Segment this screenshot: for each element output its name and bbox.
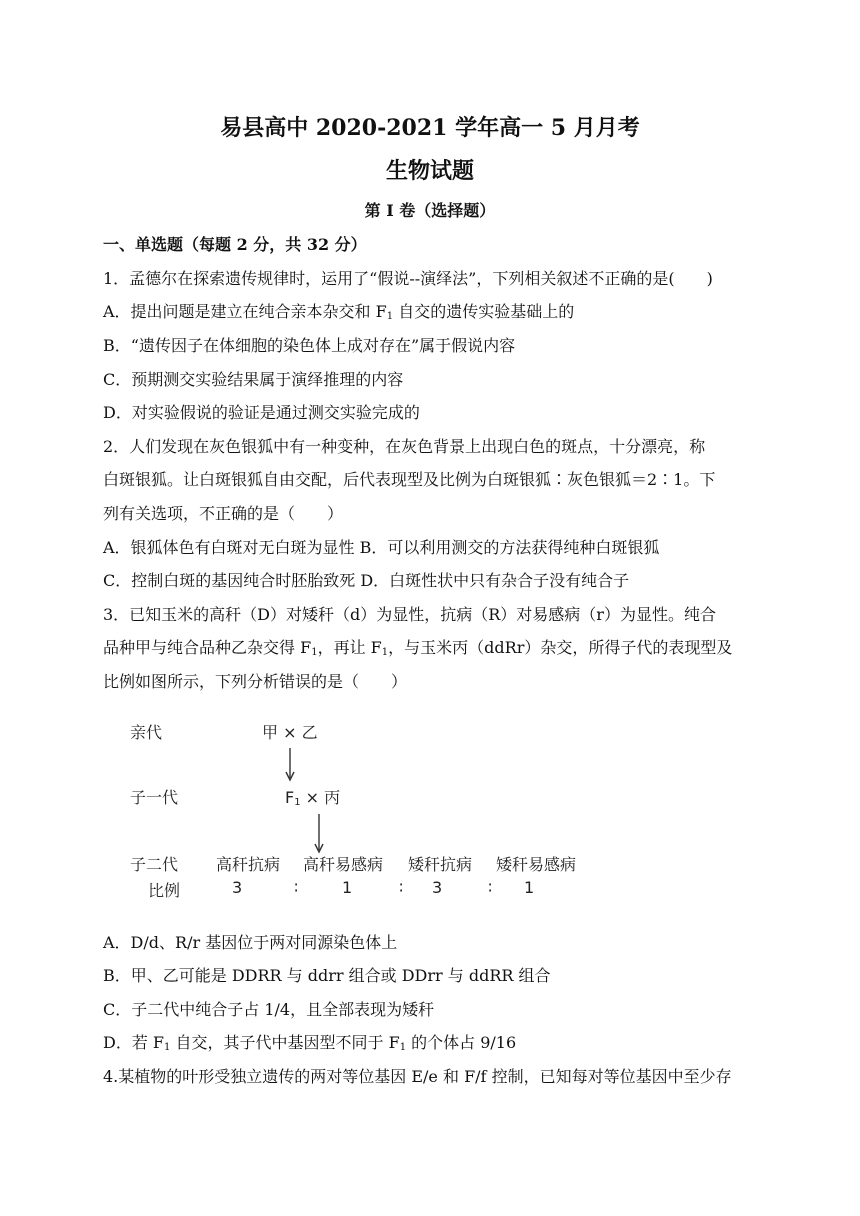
q1-stem: 1．孟德尔在探索遗传规律时，运用了“假说--演绎法”，下列相关叙述不正确的是( ) — [103, 269, 713, 288]
f1-generation-label: 子一代 — [130, 788, 179, 807]
f2-generation-label: 子二代 — [130, 855, 179, 874]
q3-stem-line2: 品种甲与纯合品种乙杂交得 $F_1$，再让 $F_1$，与玉米丙（ddRr）杂交，所得子代的表现型及 — [103, 638, 733, 658]
q2-options-ab: A．银狐体色有白斑对无白斑为显性 B．可以利用测交的方法获得纯种白斑银狐 — [103, 538, 660, 557]
phenotype-tall-susceptible: 高秆易感病 — [303, 855, 384, 874]
exam-subject: 生物试题 — [385, 158, 474, 184]
section-heading: 一、单选题（每题 2 分，共 32 分） — [103, 235, 367, 254]
down-arrow-icon — [313, 814, 325, 854]
ratio-value: 3 — [432, 878, 443, 897]
ratio-separator: ∶ — [399, 878, 404, 897]
parent-cross: 甲 × 乙 — [262, 723, 318, 742]
phenotype-short-resistant: 矮秆抗病 — [408, 855, 473, 874]
q3-option-a: A．D/d、R/r 基因位于两对同源染色体上 — [103, 933, 398, 952]
q3-option-d: D．若 $F_1$ 自交，其子代中基因型不同于 $F_1$ 的个体占 9/16 — [103, 1033, 517, 1053]
parent-generation-label: 亲代 — [130, 723, 163, 742]
q3-option-c: C．子二代中纯合子占 1/4，且全部表现为矮秆 — [103, 1000, 435, 1019]
q4-stem-line1: 4.某植物的叶形受独立遗传的两对等位基因 E/e 和 F/f 控制，已知每对等位基因中至少存 — [103, 1067, 732, 1086]
q2-stem-line1: 2．人们发现在灰色银狐中有一种变种，在灰色背景上出现白色的斑点，十分漂亮，称 — [103, 437, 706, 456]
ratio-value: 3 — [232, 878, 243, 897]
q2-options-cd: C．控制白斑的基因纯合时胚胎致死 D．白斑性状中只有杂合子没有纯合子 — [103, 571, 630, 590]
genetic-cross-diagram — [120, 712, 600, 902]
ratio-separator: ∶ — [294, 878, 299, 897]
q3-option-b: B．甲、乙可能是 DDRR 与 ddrr 组合或 DDrr 与 ddRR 组合 — [103, 966, 551, 985]
q2-stem-line2: 白斑银狐。让白斑银狐自由交配，后代表现型及比例为白斑银狐∶灰色银狐＝2∶1。下 — [103, 470, 716, 489]
q1-option-d: D．对实验假说的验证是通过测交实验完成的 — [103, 403, 420, 422]
q2-stem-line3: 列有关选项，不正确的是（ ） — [103, 504, 344, 523]
ratio-value: 1 — [342, 878, 353, 897]
ratio-separator: ∶ — [488, 878, 493, 897]
phenotype-short-susceptible: 矮秆易感病 — [496, 855, 577, 874]
down-arrow-icon — [284, 748, 296, 782]
q1-option-b: B．“遗传因子在体细胞的染色体上成对存在”属于假说内容 — [103, 336, 516, 355]
q3-stem-line1: 3．已知玉米的高秆（D）对矮秆（d）为显性，抗病（R）对易感病（r）为显性。纯合 — [103, 605, 716, 624]
q1-option-a: A．提出问题是建立在纯合亲本杂交和 $F_1$ 自交的遗传实验基础上的 — [103, 302, 575, 322]
phenotype-tall-resistant: 高秆抗病 — [216, 855, 281, 874]
exam-part: 第 I 卷（选择题） — [364, 201, 496, 220]
exam-title: 易县高中 2020-2021 学年高一 5 月月考 — [220, 115, 640, 141]
q3-stem-line3: 比例如图所示，下列分析错误的是（ ） — [103, 672, 408, 691]
q1-option-c: C．预期测交实验结果属于演绎推理的内容 — [103, 370, 404, 389]
ratio-label: 比例 — [148, 881, 181, 900]
ratio-value: 1 — [524, 878, 535, 897]
f1-cross: $F_1$ × 丙 — [285, 788, 341, 808]
